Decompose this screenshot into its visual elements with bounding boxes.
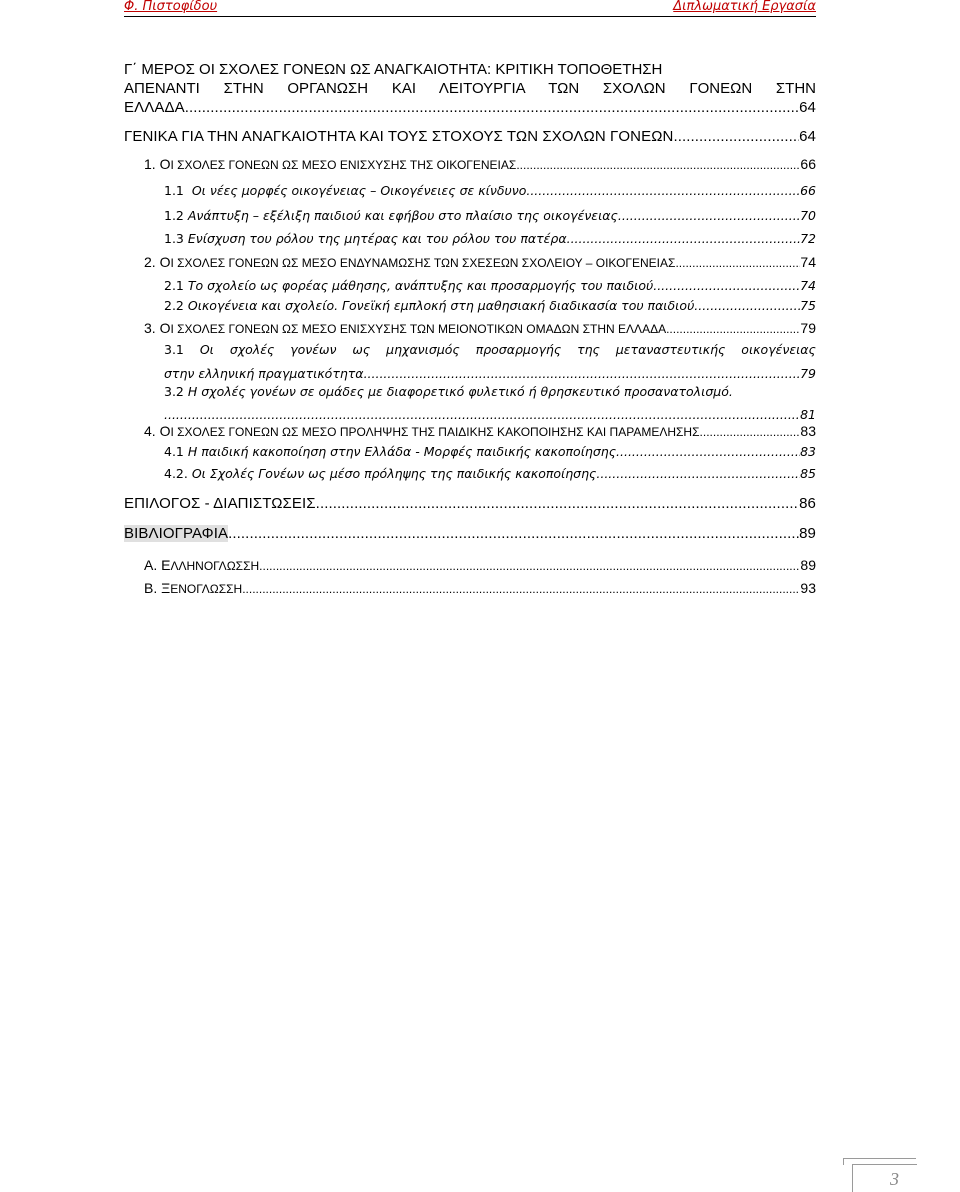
toc-section-4-1[interactable]: 4.1 Η παιδική κακοποίηση στην Ελλάδα - Μορφές παιδικής κακοποίησης ..... 83: [164, 444, 816, 459]
page-ref: 64: [799, 99, 816, 116]
page-ref: 83: [800, 423, 816, 439]
page-ref: 89: [799, 525, 816, 542]
toc-section-3-2-line-2: [164, 407, 816, 422]
page-ref: 83: [800, 444, 816, 459]
toc-section-3-1[interactable]: [164, 342, 816, 381]
toc-part-c-line-1: Γ΄ ΜΕΡΟΣ ΟΙ ΣΧΟΛΕΣ ΓΟΝΕΩΝ ΩΣ ΑΝΑΓΚΑΙΟΤΗΤΑ: ΚΡΙΤΙΚΗ ΤΟΠΟΘΕΤΗΣΗ: [124, 61, 663, 78]
dot-leader: [364, 366, 801, 381]
dot-leader: [666, 322, 800, 336]
toc-section-2-1[interactable]: 2.1 Το σχολείο ως φορέας μάθησης, ανάπτυξης και προσαρμογής του παιδιού ..... 74: [164, 278, 816, 293]
header-author: Φ. Πιστοφίδου: [124, 0, 218, 14]
page-ref: 85: [800, 466, 816, 481]
toc-section-3[interactable]: 3. ΟΙ ΣΧΟΛΕΣ ΓΟΝΕΩΝ ΩΣ ΜΕΣΟ ΕΝΙΣΧΥΣΗΣ ΤΩΝ ΜΕΙΟΝΟΤΙΚΩΝ ΟΜΑΔΩΝ ΣΤΗΝ ΕΛΛΑΔΑ ..... 79: [144, 320, 816, 336]
dot-leader: [567, 231, 801, 246]
page-ref: 79: [800, 320, 816, 336]
toc-part-c-last[interactable]: ΕΛΛΑΔΑ ..... 64: [124, 99, 816, 116]
page-ref: 66: [800, 156, 816, 172]
toc-section-1-3[interactable]: 1.3 Ενίσχυση του ρόλου της μητέρας και του ρόλου του πατέρα ..... 72: [164, 231, 816, 246]
toc-bibliography-foreign[interactable]: Β. ΞΕΝΟΓΛΩΣΣΗ ..... 93: [144, 580, 816, 596]
toc-section-3-2-line-1: 3.2 Η σχολές γονέων σε ομάδες με διαφορετικό φυλετικό ή θρησκευτικό προσανατολισμό.: [164, 384, 733, 399]
toc-part-c[interactable]: [124, 60, 816, 98]
dot-leader: [694, 298, 800, 313]
dot-leader: [228, 525, 799, 542]
toc-general[interactable]: ΓΕΝΙΚΑ ΓΙΑ ΤΗΝ ΑΝΑΓΚΑΙΟΤΗΤΑ ΚΑΙ ΤΟΥΣ ΣΤΟΧΟΥΣ ΤΩΝ ΣΧΟΛΩΝ ΓΟΝΕΩΝ ..... 64: [124, 128, 816, 145]
dot-leader: [516, 158, 800, 172]
dot-leader: [673, 128, 799, 145]
page-ref: 89: [800, 557, 816, 573]
toc-section-2-2[interactable]: 2.2 Οικογένεια και σχολείο. Γονεϊκή εμπλοκή στη μαθησιακή διαδικασία του παιδιού ..... 75: [164, 298, 816, 313]
page-number-box: [852, 1164, 917, 1192]
dot-leader: [259, 559, 800, 573]
page-ref: 86: [799, 495, 816, 512]
page-ref: 81: [800, 407, 816, 422]
dot-leader: [316, 495, 799, 512]
toc-bibliography[interactable]: ΒΙΒΛΙΟΓΡΑΦΙΑ ..... 89: [124, 525, 816, 542]
toc-section-1[interactable]: 1. ΟΙ ΣΧΟΛΕΣ ΓΟΝΕΩΝ ΩΣ ΜΕΣΟ ΕΝΙΣΧΥΣΗΣ ΤΗΣ ΟΙΚΟΓΕΝΕΙΑΣ ..... 66: [144, 156, 816, 172]
toc-epilogue[interactable]: ΕΠΙΛΟΓΟΣ - ΔΙΑΠΙΣΤΩΣΕΙΣ ..... 86: [124, 495, 816, 512]
page-ref: 64: [799, 128, 816, 145]
dot-leader: [164, 407, 800, 422]
page-header: [124, 0, 816, 17]
toc-section-3-2[interactable]: [164, 384, 816, 422]
dot-leader: [618, 208, 800, 223]
toc-section-2[interactable]: 2. ΟΙ ΣΧΟΛΕΣ ΓΟΝΕΩΝ ΩΣ ΜΕΣΟ ΕΝΔΥΝΑΜΩΣΗΣ ΤΩΝ ΣΧΕΣΕΩΝ ΣΧΟΛΕΙΟΥ – ΟΙΚΟΓΕΝΕΙΑΣ ..... 74: [144, 254, 816, 270]
page-ref: 74: [800, 278, 816, 293]
toc-part-c-line-2: ΑΠΕΝΑΝΤΙ ΣΤΗΝ ΟΡΓΑΝΩΣΗ ΚΑΙ ΛΕΙΤΟΥΡΓΙΑ ΤΩΝ ΣΧΟΛΩΝ ΓΟΝΕΩΝ ΣΤΗΝ: [124, 80, 816, 97]
dot-leader: [596, 466, 800, 481]
page-ref: 74: [800, 254, 816, 270]
dot-leader: [700, 425, 801, 439]
dot-leader: [526, 183, 800, 198]
dot-leader: [653, 278, 800, 293]
header-document-type: Διπλωματική Εργασία: [673, 0, 816, 14]
dot-leader: [675, 256, 800, 270]
toc-section-1-1[interactable]: 1.1 Οι νέες μορφές οικογένειας – Οικογένειες σε κίνδυνο ..... 66: [164, 183, 816, 198]
toc-bibliography-greek[interactable]: Α. ΕΛΛΗΝΟΓΛΩΣΣΗ ..... 89: [144, 557, 816, 573]
toc-section-1-2[interactable]: 1.2 Ανάπτυξη – εξέλιξη παιδιού και εφήβου στο πλαίσιο της οικογένειας ..... 70: [164, 208, 816, 223]
page-ref: 66: [800, 183, 816, 198]
page-ref: 93: [800, 580, 816, 596]
page-ref: 79: [800, 366, 816, 381]
dot-leader: [616, 444, 800, 459]
toc-section-3-1-line-2: στην ελληνική πραγματικότητα ..... 79: [164, 366, 816, 381]
dot-leader: [242, 582, 800, 596]
page-ref: 70: [800, 208, 816, 223]
page-number: 3: [890, 1169, 899, 1189]
page-ref: 72: [800, 231, 816, 246]
toc-section-4[interactable]: 4. ΟΙ ΣΧΟΛΕΣ ΓΟΝΕΩΝ ΩΣ ΜΕΣΟ ΠΡΟΛΗΨΗΣ ΤΗΣ ΠΑΙΔΙΚΗΣ ΚΑΚΟΠΟΙΗΣΗΣ ΚΑΙ ΠΑΡΑΜΕΛΗΣΗΣ ..... 83: [144, 423, 816, 439]
toc-section-3-1-line-1: 3.1 Οι σχολές γονέων ως μηχανισμός προσαρμογής της μεταναστευτικής οικογένειας: [164, 342, 816, 357]
page-ref: 75: [800, 298, 816, 313]
dot-leader: [185, 99, 799, 116]
toc-section-4-2[interactable]: 4.2. Οι Σχολές Γονέων ως μέσο πρόληψης της παιδικής κακοποίησης ..... 85: [164, 466, 816, 481]
